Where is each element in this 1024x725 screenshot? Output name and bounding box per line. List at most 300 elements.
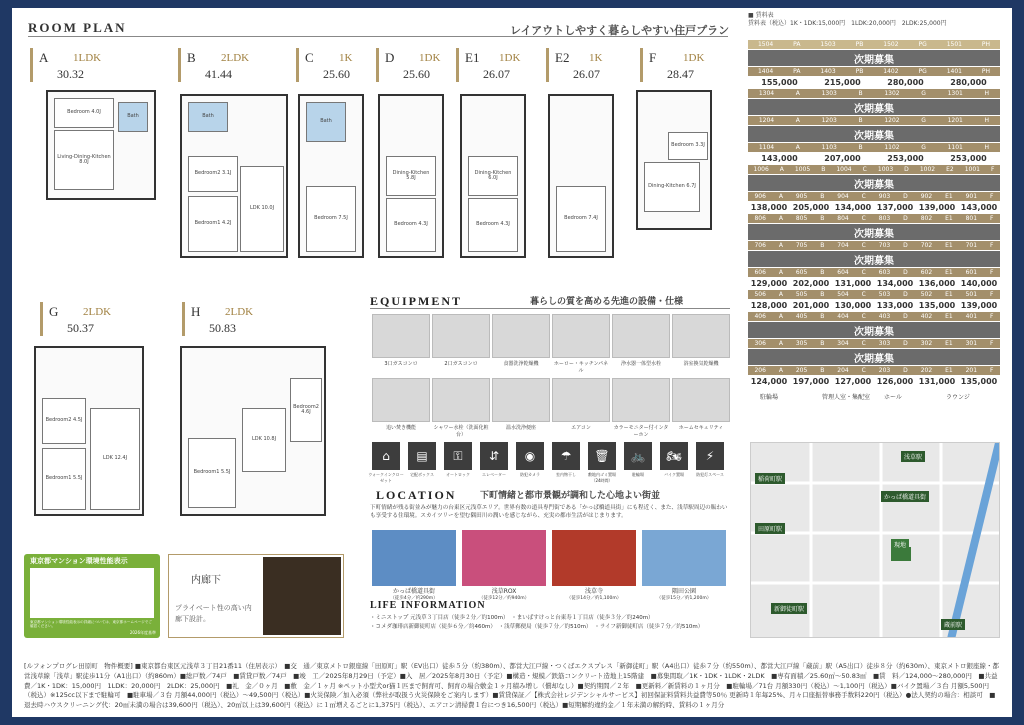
type-layout: 1DK: [419, 52, 441, 64]
rent-cell: E1: [945, 215, 953, 222]
rent-cell: E1: [945, 367, 953, 374]
rent-cell: C: [861, 193, 866, 200]
rent-cell: B: [820, 242, 825, 249]
room-dk: Dining-Kitchen 5.8J: [386, 156, 436, 196]
rent-cell: F: [989, 193, 994, 200]
equipment-caption: カラーモニター付インターホン: [613, 425, 669, 438]
rent-cell: 1501: [946, 41, 962, 48]
room-bedroom: Bedroom 3.3J: [668, 132, 708, 160]
rent-cell: 403: [878, 313, 891, 320]
rent-cell: PA: [793, 68, 801, 75]
rent-cell: 303: [878, 340, 891, 347]
rent-cell: 155,000: [761, 78, 798, 87]
room-bedroom2: Bedroom2 4.5J: [42, 398, 86, 444]
amenity-icon: ◉: [516, 442, 544, 470]
floor-plan-e1: [460, 94, 526, 258]
rent-cell: G: [921, 90, 926, 97]
next-recruitment-banner: 次期募集: [748, 251, 1000, 267]
type-letter: E2: [555, 50, 570, 65]
rent-cell: 901: [965, 193, 978, 200]
rent-cell: 1503: [820, 41, 836, 48]
rent-cell: A: [778, 242, 783, 249]
rent-cell: C: [861, 340, 866, 347]
map-label: 田原町駅: [755, 523, 785, 534]
location-caption: [372, 586, 456, 601]
type-card-h: [182, 302, 252, 336]
type-letter: D: [385, 50, 395, 65]
type-area: 26.07: [573, 67, 600, 81]
amenity-icon: ☂: [552, 442, 580, 470]
life-line: ・ミニストップ 元浅草３丁目店（徒歩２分／約100m） ・まいばすけっと台東寿１丁目店（徒歩３分／約240m）: [370, 615, 654, 621]
rent-cell: H: [984, 144, 990, 151]
env-chart: [30, 568, 154, 618]
rent-cell: 138,000: [750, 203, 788, 212]
amenity-caption: 室内物干し: [556, 472, 576, 477]
equipment-caption: ホーロー・キッチンパネル: [553, 361, 609, 374]
rent-cell: E2: [946, 166, 954, 173]
rent-cell: D: [903, 269, 908, 276]
unit-number-row: [748, 192, 1000, 201]
rent-cell: C: [861, 269, 866, 276]
type-letter: F: [649, 50, 657, 65]
room-bath: Bath: [306, 102, 346, 142]
rent-cell: 135,000: [918, 301, 956, 310]
room-bedroom: Bedroom 4.3J: [386, 198, 436, 252]
rent-cell: 203: [878, 367, 891, 374]
equipment-divider: [370, 308, 730, 309]
rent-cell: 202,000: [792, 279, 830, 288]
equipment-caption: 浴室換気乾燥機: [683, 361, 719, 367]
property-overview: [ルフォンプログレ田原町 物件概要] ■東京都台東区元浅草３丁目21番11（住居表示） ■交 通／東京メトロ銀座線「田原町」駅（EV出口）徒歩５分（約380m）、都営大江戸線・つくばエクスプレス「新御徒町」駅（A4出口）徒歩７分（約550m）、都営大江戸線「蔵前」駅（A5出口）徒歩８分（約630m）、東京メトロ銀座線・都営浅草線「浅草」駅徒歩11分（A1出口）（約860m）■総戸数／74戸 ■賃貸戸数／74戸 ■竣 工／2025年8月29日（予定）■入 居／2025年8月30日（予定）■構造・規模／鉄筋コンクリート造地上15階建 ■募集間取／1K・1DK・1LDK・2LDK ■専有面積／25.60㎡〜50.83㎡ ■賃 料／124,000〜280,000円 ■共益費／1K・1DK：15,000円 1LDK：20,000円 2LDK：25,000円 ■礼 金／０ヶ月 ■敷 金／１ヶ月 ※ペット小型犬or猫１匹まで飼育可、飼育の場合敷金１ヶ月積み増し（償却なし）■契約期間／２年 ■更新料／新賃料の１ヶ月分 ■駐輪場／71台 月額330円（税込）〜1,100円（税込）■バイク置場／３台 月額5,500円（税込）※125cc以下まで駐輪可 ■駐車場／３台 月額44,000円（税込）〜49,500円（税込）■火災保険／加入必須（弊社が取扱う火災保険をご案内します）■賃貸保証／【株式会社レジデンシャルサービス】初回保証料賃料共益費等50％ 更新時１年毎25%、月々口座振替事務手数料220円（税込）●法人契約の場合：相談可 ■退去時ハウスクリーニング代：20㎡未満の場合は39,600円（税込）、20㎡以上は39,600円（税込）に１㎡増えるごとに1,375円（税込）、エアコン清掃費１台につき16,500円（税込）■短期解約違約金／１年未満の解約時、賃料の１ヶ月分: [24, 662, 1000, 709]
rent-cell: B: [858, 144, 863, 151]
rent-cell: 504: [837, 291, 849, 298]
rent-cell: 502: [920, 291, 933, 298]
rent-cell: B: [858, 90, 863, 97]
type-area: 26.07: [483, 67, 510, 81]
rent-cell: C: [862, 166, 867, 173]
rent-cell: 1004: [836, 166, 852, 173]
env-year: 2026年度基準: [129, 630, 156, 635]
amenity-icon: 🚲: [624, 442, 652, 470]
rent-cell: 215,000: [824, 78, 861, 87]
rent-cell: B: [820, 367, 825, 374]
rent-cell: D: [903, 242, 908, 249]
photo-name: 浅草ROX: [491, 588, 517, 595]
map-label: 蔵前駅: [941, 619, 965, 630]
unit-number-row: [748, 165, 1000, 174]
rent-cell: 1304: [758, 90, 775, 97]
rent-cell: 406: [754, 313, 766, 320]
room-bedroom2: Bedroom2 4.6J: [290, 378, 322, 442]
rent-cell: B: [821, 166, 826, 173]
type-letter: B: [187, 50, 196, 65]
rent-values-row: [748, 376, 1000, 387]
rent-cell: 202: [920, 367, 933, 374]
rent-cell: 605: [795, 269, 808, 276]
map-label: 稲荷町駅: [755, 473, 785, 484]
rent-cell: E1: [945, 193, 953, 200]
env-title: 東京都マンション環境性能表示: [30, 557, 128, 565]
rent-cell: 301: [965, 340, 978, 347]
rent-cell: 606: [754, 269, 766, 276]
corridor-box: [168, 554, 344, 638]
unit-number-row: [748, 143, 1000, 152]
floor-plan-b: [180, 94, 288, 258]
equipment-caption: 温水洗浄便座: [505, 425, 536, 431]
equipment-caption: 浄水器一体型水栓: [620, 361, 661, 367]
unit-number-row: [748, 339, 1000, 348]
location-photo: [372, 530, 456, 586]
unit-number-row: [748, 40, 1000, 49]
photo-distance: （徒歩14分／約1,100m）: [566, 596, 622, 601]
rent-cell: B: [820, 291, 825, 298]
rent-cell: 603: [878, 269, 891, 276]
amenity-caption: ウォークインクローゼット: [368, 472, 404, 483]
amenity-caption: 敷地内ゴミ置場（24時間）: [588, 472, 616, 483]
type-layout: 1K: [589, 52, 603, 64]
type-area: 30.32: [57, 67, 84, 81]
photo-name: かっぱ橋道具街: [392, 588, 435, 595]
rent-cell: 302: [920, 340, 933, 347]
rent-cell: F: [989, 291, 994, 298]
rent-cell: E1: [945, 242, 953, 249]
rent-cell: 1006: [753, 166, 769, 173]
rent-values-row: [748, 278, 1000, 289]
equipment-caption: エアコン: [571, 425, 591, 431]
floor-plan-a: [46, 90, 156, 200]
corridor-photo: [263, 557, 341, 635]
type-letter: G: [49, 304, 59, 319]
rent-cell: D: [903, 313, 908, 320]
photo-distance: （徒歩4分／約290m）: [390, 596, 438, 601]
rent-cell: A: [779, 166, 784, 173]
rent-cell: G: [921, 117, 926, 124]
rent-cell: 280,000: [887, 78, 924, 87]
rent-cell: 501: [965, 291, 978, 298]
equipment-caption: ホームセキュリティ: [678, 425, 724, 431]
room-dk: Dining-Kitchen 6.7J: [644, 162, 700, 212]
rent-cell: F: [989, 215, 994, 222]
rent-cell: A: [795, 144, 800, 151]
room-ldk: LDK 10.8J: [242, 408, 286, 472]
amenity-icon: 🗑: [588, 442, 616, 470]
floor-plan-h: [180, 346, 326, 516]
rent-cell: 131,000: [834, 279, 872, 288]
amenity-caption: 防犯灯スペース: [696, 472, 724, 477]
rent-cell: 904: [837, 193, 849, 200]
rent-cell: 1101: [947, 144, 963, 151]
type-card-e1: [456, 48, 526, 82]
map-label: かっぱ橋道具街: [881, 491, 929, 502]
rent-cell: 127,000: [834, 377, 872, 386]
rent-cell: 402: [920, 313, 933, 320]
corridor-title: 内廊下: [191, 575, 221, 586]
location-subtitle: 下町情緒と都市景観が調和した心地よい街並: [480, 491, 661, 501]
room-bedroom: Bedroom 7.5J: [306, 186, 356, 252]
rent-cell: 601: [965, 269, 978, 276]
rent-cell: 602: [920, 269, 933, 276]
type-letter: A: [39, 50, 49, 65]
type-layout: 2LDK: [83, 306, 112, 318]
floor-plan-c: [298, 94, 364, 258]
rent-cell: A: [778, 269, 783, 276]
rent-cell: 1002: [919, 166, 936, 173]
location-photo: [552, 530, 636, 586]
unit-number-row: [748, 366, 1000, 375]
type-layout: 1DK: [499, 52, 521, 64]
equipment-photo: [492, 378, 550, 422]
rent-cell: 1203: [821, 117, 837, 124]
rent-cell: 505: [795, 291, 808, 298]
room-bedroom: Bedroom 7.4J: [556, 186, 606, 252]
amenity-icon: ⌂: [372, 442, 400, 470]
room-bath: Bath: [188, 102, 228, 132]
rent-cell: 206: [754, 367, 766, 374]
rent-cell: C: [861, 242, 866, 249]
rent-cell: PB: [855, 68, 864, 75]
rent-cell: B: [820, 313, 825, 320]
room-bedroom1: Bedroom1 5.5J: [188, 438, 236, 508]
amenity-caption: 宅配ボックス: [410, 472, 434, 477]
photo-name: 浅草寺: [584, 588, 603, 595]
type-layout: 2LDK: [225, 306, 254, 318]
rent-cell: 1001: [964, 166, 981, 173]
amenity-caption: エレベーター: [482, 472, 506, 477]
rent-cell: D: [903, 215, 908, 222]
next-recruitment-banner: 次期募集: [748, 175, 1000, 191]
floor-plan-g: [34, 346, 144, 516]
unit-number-row: [748, 241, 1000, 250]
rent-cell: PH: [981, 68, 991, 75]
location-caption: [642, 586, 726, 601]
rent-cell: E1: [945, 340, 953, 347]
rent-cell: A: [795, 117, 800, 124]
equipment-photo: [612, 378, 670, 422]
equipment-photo: [672, 378, 730, 422]
rent-cell: 803: [878, 215, 891, 222]
type-card-d: [376, 48, 446, 82]
amenity-caption: バイク置場: [664, 472, 684, 477]
equipment-subtitle: 暮らしの質を高める先進の設備・仕様: [530, 297, 684, 307]
location-title: LOCATION: [376, 488, 457, 502]
rent-cell: 1504: [757, 41, 774, 48]
rent-cell: 704: [837, 242, 849, 249]
rent-cell: 1103: [821, 144, 837, 151]
rent-cell: A: [778, 313, 783, 320]
type-area: 50.37: [67, 321, 94, 335]
rent-cell: E1: [945, 291, 953, 298]
rent-cell: 1401: [946, 68, 962, 75]
next-recruitment-banner: 次期募集: [748, 126, 1000, 142]
unit-number-row: [748, 67, 1000, 76]
rent-cell: D: [903, 367, 908, 374]
next-recruitment-banner: 次期募集: [748, 224, 1000, 240]
rent-values-row: [748, 300, 1000, 311]
rent-cell: 140,000: [960, 279, 998, 288]
room-bath: Bath: [118, 102, 148, 132]
map-label: 現地: [891, 539, 909, 550]
rent-cell: A: [778, 193, 783, 200]
rent-cell: 405: [795, 313, 808, 320]
type-area: 41.44: [205, 67, 232, 81]
amenity-icon: ⚿: [444, 442, 472, 470]
rent-cell: D: [903, 291, 908, 298]
floor-plan-e2: [548, 94, 614, 258]
rent-cell: F: [989, 313, 994, 320]
rent-cell: F: [989, 242, 994, 249]
type-layout: 1K: [339, 52, 353, 64]
rent-cell: 1102: [884, 144, 900, 151]
equipment-caption: 食器洗浄乾燥機: [503, 361, 539, 367]
life-line: ・コメダ珈琲店新御徒町店（徒歩６分／約460m） ・浅草郵便局（徒歩７分／約510m） ・ライフ新御徒町店（徒歩７分／約510m）: [370, 623, 704, 630]
rent-cell: 1502: [883, 41, 899, 48]
rent-cell: A: [778, 215, 783, 222]
rent-cell: 304: [837, 340, 849, 347]
rent-cell: H: [984, 117, 990, 124]
rent-cell: F: [989, 269, 994, 276]
rent-cell: F: [989, 340, 994, 347]
photo-distance: （徒歩15分／約1,200m）: [656, 596, 712, 601]
rent-values-row: [748, 202, 1000, 213]
room-bedroom2: Bedroom2 3.1J: [188, 156, 238, 192]
unit-number-row: [748, 116, 1000, 125]
rent-cell: D: [903, 340, 908, 347]
type-layout: 1DK: [683, 52, 705, 64]
rent-cell: D: [903, 193, 908, 200]
rent-cell: 305: [795, 340, 808, 347]
rent-cell: 134,000: [834, 203, 872, 212]
type-card-b: [178, 48, 248, 82]
rent-cell: 129,000: [750, 279, 788, 288]
rent-cell: A: [778, 340, 783, 347]
room-dk: Dining-Kitchen 6.0J: [468, 156, 518, 196]
rent-cell: 506: [754, 291, 766, 298]
rent-cell: 1403: [820, 68, 836, 75]
next-recruitment-banner: 次期募集: [748, 99, 1000, 115]
equipment-caption: 追い焚き機能: [385, 425, 416, 431]
area-map[interactable]: [750, 442, 1000, 638]
photo-name: 隅田公園: [671, 588, 696, 595]
rent-cell: A: [778, 291, 783, 298]
rent-cell: E1: [945, 269, 953, 276]
map-label: 浅草駅: [901, 451, 925, 462]
env-performance-badge: [24, 554, 160, 638]
equipment-photo: [612, 314, 670, 358]
legend-item: 駐輪場: [760, 394, 779, 401]
rent-cell: 207,000: [824, 154, 861, 163]
equipment-photo: [552, 378, 610, 422]
rent-cell: 806: [754, 215, 766, 222]
rent-cell: 804: [837, 215, 849, 222]
rent-cell: 139,000: [960, 301, 998, 310]
floor-plan-d: [378, 94, 444, 258]
room-bedroom1: Bedroom1 4.2J: [188, 196, 238, 252]
life-title: LIFE INFORMATION: [370, 600, 486, 611]
legend-item: 管理人室・集配室: [822, 394, 871, 401]
rent-cell: C: [861, 313, 866, 320]
room-bedroom1: Bedroom1 5.5J: [42, 448, 86, 510]
rent-values-row: [748, 153, 1000, 164]
room-ldk: Living-Dining-Kitchen 8.0J: [54, 130, 114, 190]
rent-cell: 1003: [877, 166, 894, 173]
amenity-caption: オートロック: [446, 472, 470, 477]
type-area: 25.60: [323, 67, 350, 81]
type-area: 28.47: [667, 67, 694, 81]
rent-cell: 604: [837, 269, 849, 276]
rent-cell: 1005: [794, 166, 811, 173]
legend-item: ラウンジ: [946, 394, 970, 401]
rent-cell: 201: [965, 367, 978, 374]
rent-cell: 131,000: [918, 377, 956, 386]
equipment-photo: [432, 378, 490, 422]
rent-cell: 197,000: [792, 377, 830, 386]
rent-cell: 1201: [947, 117, 963, 124]
rent-cell: B: [820, 193, 825, 200]
rent-cell: 133,000: [876, 301, 914, 310]
rent-cell: PB: [855, 41, 864, 48]
floor-plan-f: [636, 90, 712, 230]
room-ldk: LDK 10.0J: [240, 166, 284, 252]
env-note: 東京都マンション環境性能表示の詳細については、東京都ホームページでご確認ください。: [30, 620, 152, 629]
type-card-a: [30, 48, 100, 82]
rent-cell: 201,000: [792, 301, 830, 310]
equipment-photo: [372, 314, 430, 358]
room-plan-title: ROOM PLAN: [28, 20, 127, 35]
rent-cell: 903: [878, 193, 891, 200]
rent-cell: H: [984, 90, 990, 97]
rent-cell: 905: [795, 193, 808, 200]
equipment-photo: [492, 314, 550, 358]
rent-cell: 136,000: [918, 279, 956, 288]
rent-cell: C: [861, 367, 866, 374]
rent-cell: 1302: [884, 90, 900, 97]
type-card-f: [640, 48, 710, 82]
equipment-caption: シャワー水栓（洗面化粧台）: [433, 425, 489, 438]
type-card-e2: [546, 48, 616, 82]
rent-table-heading: ■ 賃料表: [748, 12, 774, 19]
room-ldk: LDK 12.4J: [90, 408, 140, 510]
rent-cell: 306: [754, 340, 766, 347]
rent-cell: 253,000: [887, 154, 924, 163]
rent-cell: 404: [837, 313, 849, 320]
rent-cell: 705: [795, 242, 808, 249]
rent-cell: B: [820, 215, 825, 222]
photo-distance: （徒歩12分／約940m）: [478, 596, 530, 601]
rent-cell: 1204: [758, 117, 775, 124]
type-area: 50.83: [209, 321, 236, 335]
rent-cell: 902: [920, 193, 933, 200]
unit-number-row: [748, 214, 1000, 223]
rent-cell: 137,000: [876, 203, 914, 212]
rent-cell: 802: [920, 215, 933, 222]
unit-number-row: [748, 312, 1000, 321]
location-desc: 下町情緒が残る街並みが魅力の台東区元浅草エリア。世界有数の道具専門街である「かっぱ橋道具街」にも程近く、また、浅草駅周辺の賑わいも享受する住環境。スカイツリーを望む隅田川の潤いを感じながら、充実の都市生活がはじまります。: [370, 505, 728, 520]
rent-cell: C: [861, 291, 866, 298]
rent-cell: B: [820, 340, 825, 347]
amenity-icon: 🏍: [660, 442, 688, 470]
room-bedroom: Bedroom 4.0J: [54, 98, 114, 128]
rent-cell: 126,000: [876, 377, 914, 386]
rent-cell: 1404: [757, 68, 774, 75]
amenity-icon: ▤: [408, 442, 436, 470]
type-letter: C: [305, 50, 314, 65]
rent-cell: 135,000: [960, 377, 998, 386]
rent-cell: 801: [965, 215, 978, 222]
amenity-caption: 駐輪場: [632, 472, 644, 477]
rent-cell: A: [795, 90, 800, 97]
rent-cell: 703: [878, 242, 891, 249]
next-recruitment-banner: 次期募集: [748, 50, 1000, 66]
